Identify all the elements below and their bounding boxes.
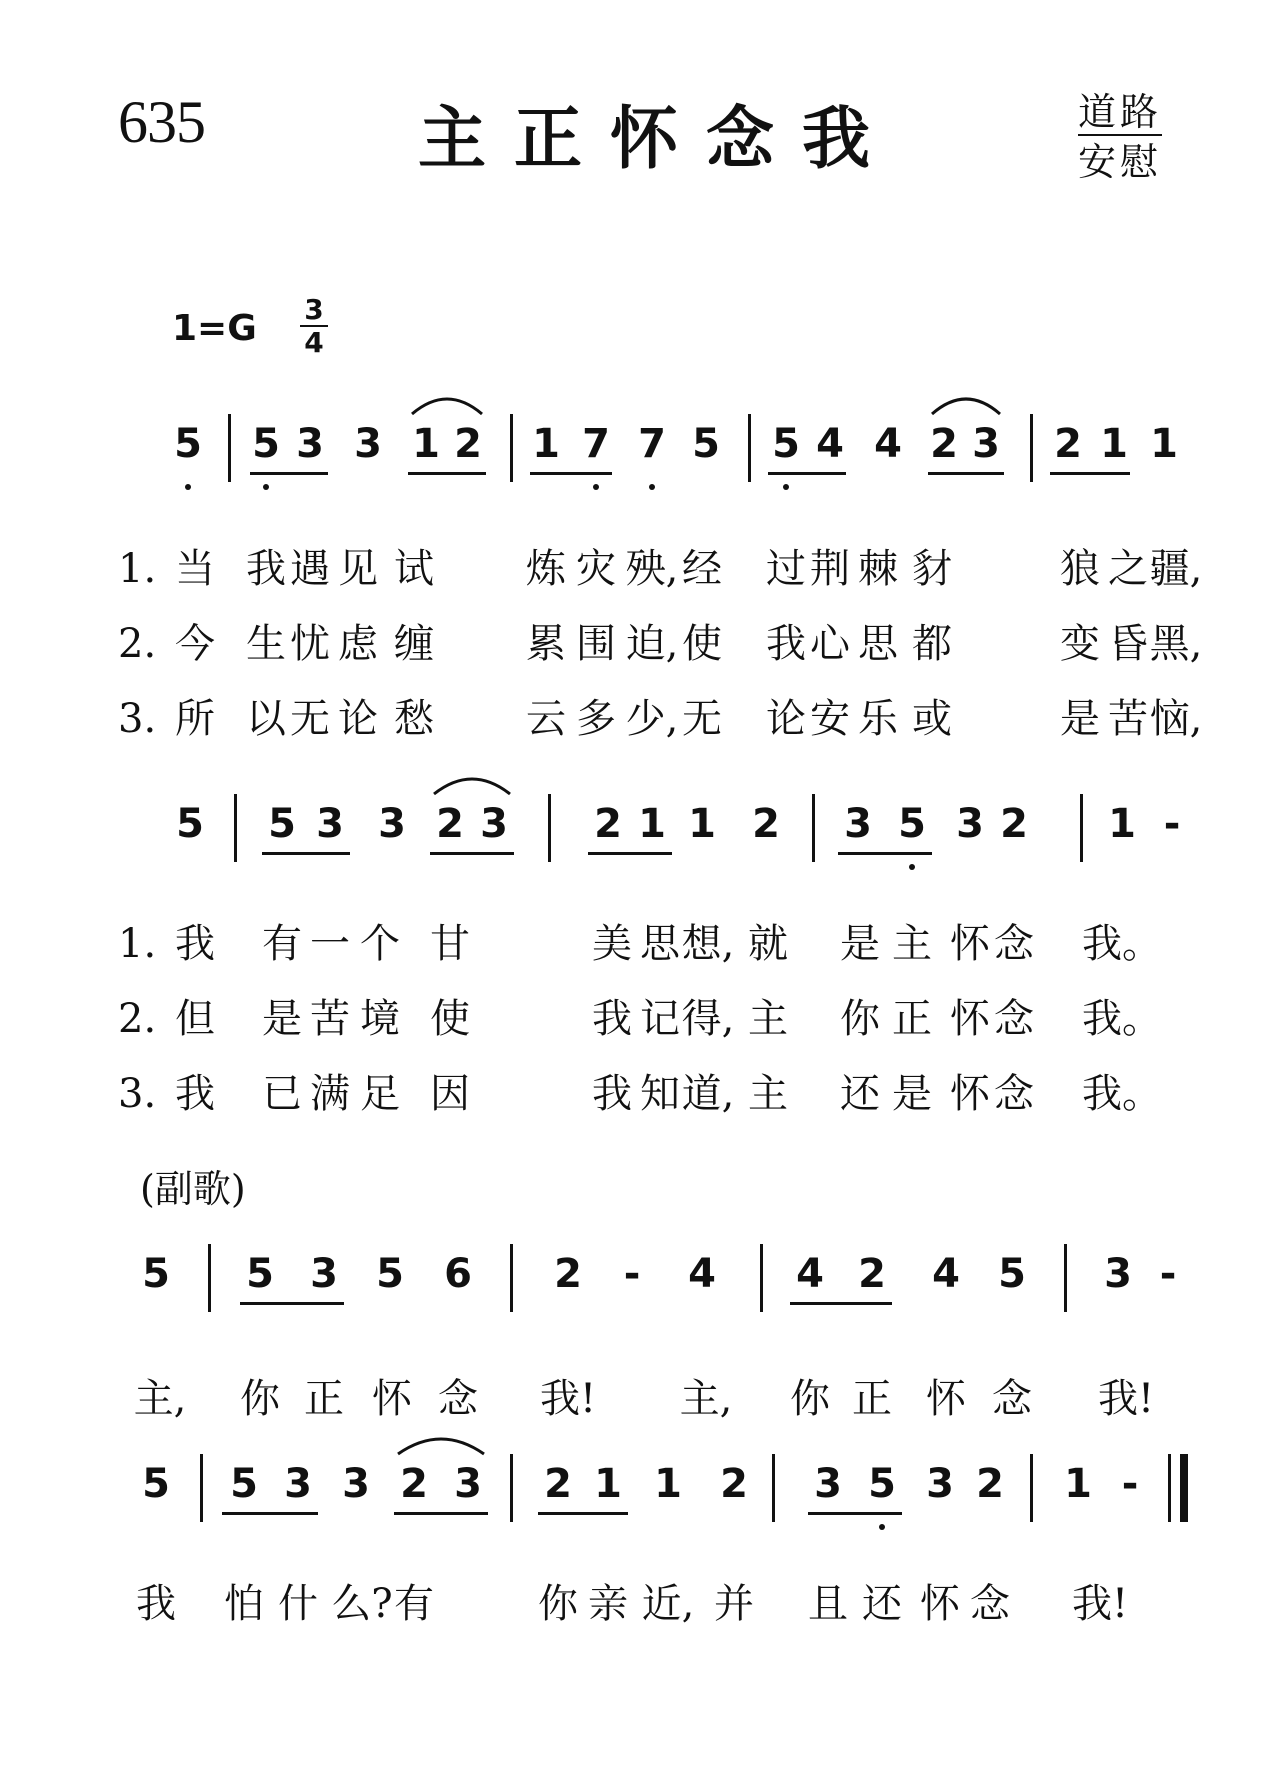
lyric-char: 得, (681, 996, 735, 1042)
lyric-char: 是 (262, 996, 302, 1042)
lyric-char: 你 (790, 1376, 830, 1422)
note: 5 (898, 801, 926, 847)
lyric-char: 美 (592, 921, 632, 967)
note: 5 (268, 801, 296, 847)
note: 1 (412, 421, 440, 467)
lyric-char: 么? (331, 1581, 393, 1627)
lyric-char: 知 (640, 1071, 680, 1117)
lyric-char: 一 (310, 921, 350, 967)
beam-underline (808, 1512, 902, 1515)
lyric-char: 安 (810, 696, 850, 742)
lyric-char: 或 (912, 696, 952, 742)
lyric-char: 我 (175, 1071, 215, 1117)
lyric-char: 境 (360, 996, 400, 1042)
lyric-char: 迫, (625, 621, 679, 667)
lyric-char: 我 (592, 996, 632, 1042)
hymn-title: 主正怀念我 (418, 100, 899, 179)
lyric-char: 论 (338, 696, 378, 742)
note: 3 (378, 801, 406, 847)
lyric-char: 我。 (1082, 1071, 1162, 1117)
note: 3 (296, 421, 324, 467)
lyric-char: 以 (246, 696, 286, 742)
lyric-char: 心 (810, 621, 850, 667)
note: 2 (1000, 801, 1028, 847)
lyric-char: 今 (175, 621, 215, 667)
lyric-char: 满 (310, 1071, 350, 1117)
beam-underline (1050, 472, 1130, 475)
lyric-char: 且 (808, 1581, 848, 1627)
slur-arc (928, 390, 1004, 418)
lyric-char: 念 (970, 1581, 1010, 1627)
lyric-char: 缠 (394, 621, 434, 667)
note: 3 (342, 1461, 370, 1507)
verse-number: 1. (118, 546, 157, 592)
lyric-char: 疆, (1149, 546, 1203, 592)
category-main: 道路 (1078, 90, 1163, 134)
lyric-char: 我。 (1082, 921, 1162, 967)
note: 5 (868, 1461, 896, 1507)
note: 1 (532, 421, 560, 467)
note: 2 (594, 801, 622, 847)
lyric-char: 我 (766, 621, 806, 667)
lyric-char: 念 (994, 996, 1034, 1042)
lyric-char: 乐 (858, 696, 898, 742)
note: 5 (376, 1251, 404, 1297)
note: 2 (752, 801, 780, 847)
lyric-char: 思 (640, 921, 680, 967)
lyric-char: 主 (748, 1071, 788, 1117)
verse-number: 3. (118, 1071, 157, 1117)
beam-underline (530, 472, 612, 475)
lyric-char: 什 (278, 1581, 318, 1627)
lyric-char: 主 (748, 996, 788, 1042)
lyric-char: 有 (394, 1581, 434, 1627)
octave-dot-below (263, 484, 269, 490)
hymn-number: 635 (118, 89, 205, 155)
octave-dot-below (879, 1524, 885, 1530)
lyric-char: 亲 (588, 1581, 628, 1627)
lyric-char: 怕 (224, 1581, 264, 1627)
lyric-char: 你 (538, 1581, 578, 1627)
beam-underline (768, 472, 846, 475)
lyric-char: 念 (994, 1071, 1034, 1117)
lyric-char: 我 (175, 921, 215, 967)
sustain-dash: - (1121, 1461, 1139, 1507)
barline (200, 1454, 203, 1522)
staff-system (0, 420, 1280, 490)
lyric-char: 是 (892, 1071, 932, 1117)
note: 5 (252, 421, 280, 467)
beam-underline (250, 472, 328, 475)
lyric-char: 我 (592, 1071, 632, 1117)
note: 3 (844, 801, 872, 847)
lyric-char: 因 (430, 1071, 470, 1117)
note: 5 (176, 801, 204, 847)
lyric-char: 试 (394, 546, 434, 592)
lyric-char: 经 (682, 546, 722, 592)
lyric-char: 累 (526, 621, 566, 667)
barline (1080, 794, 1083, 862)
note: 1 (1108, 801, 1136, 847)
lyric-char: 有 (262, 921, 302, 967)
lyric-char: 怀 (372, 1376, 412, 1422)
category-sub: 安慰 (1078, 140, 1163, 184)
note: 2 (454, 421, 482, 467)
beam-underline (538, 1512, 628, 1515)
lyric-char: 正 (892, 996, 932, 1042)
barline (772, 1454, 775, 1522)
barline (1030, 414, 1033, 482)
lyric-char: 云 (526, 696, 566, 742)
lyric-char: 还 (840, 1071, 880, 1117)
octave-dot-below (783, 484, 789, 490)
octave-dot-below (185, 484, 191, 490)
beam-underline (430, 852, 514, 855)
lyric-char: 恼, (1149, 696, 1203, 742)
barline (1030, 1454, 1033, 1522)
sustain-dash: - (1159, 1251, 1177, 1297)
lyric-char: 主 (892, 921, 932, 967)
note: 1 (688, 801, 716, 847)
lyric-char: 甘 (430, 921, 470, 967)
note: 5 (142, 1461, 170, 1507)
barline (760, 1244, 763, 1312)
note: 4 (688, 1251, 716, 1297)
lyric-char: 多 (576, 696, 616, 742)
staff-system (0, 800, 1280, 870)
lyric-char: 忧 (290, 621, 330, 667)
lyric-char: 正 (852, 1376, 892, 1422)
note: 2 (930, 421, 958, 467)
barline (548, 794, 551, 862)
note: 3 (926, 1461, 954, 1507)
note: 1 (654, 1461, 682, 1507)
lyric-char: 苦 (310, 996, 350, 1042)
lyric-char: 主, (679, 1376, 733, 1422)
sustain-dash: - (623, 1251, 641, 1297)
lyric-char: 无 (682, 696, 722, 742)
lyric-char: 荆 (810, 546, 850, 592)
note: 2 (544, 1461, 572, 1507)
time-signature-denominator: 4 (304, 326, 324, 359)
lyric-char: 记 (640, 996, 680, 1042)
lyric-char: 念 (994, 921, 1034, 967)
lyric-char: 虑 (338, 621, 378, 667)
note: 3 (814, 1461, 842, 1507)
lyric-char: 主, (133, 1376, 187, 1422)
note: 5 (142, 1251, 170, 1297)
lyric-char: 怀 (950, 921, 990, 967)
lyric-char: 豺 (912, 546, 952, 592)
lyric-char: 灾 (576, 546, 616, 592)
note: 4 (816, 421, 844, 467)
note: 2 (1054, 421, 1082, 467)
lyric-char: 黑, (1149, 621, 1203, 667)
note: 3 (1104, 1251, 1132, 1297)
lyric-char: 但 (175, 996, 215, 1042)
lyric-char: 棘 (858, 546, 898, 592)
lyric-char: 念 (992, 1376, 1032, 1422)
lyric-char: 个 (360, 921, 400, 967)
verse-number: 3. (118, 696, 157, 742)
lyric-char: 论 (766, 696, 806, 742)
note: 5 (174, 421, 202, 467)
note: 7 (638, 421, 666, 467)
note: 5 (246, 1251, 274, 1297)
beam-underline (928, 472, 1004, 475)
note: 2 (400, 1461, 428, 1507)
lyric-char: 我。 (1082, 996, 1162, 1042)
verse-number: 1. (118, 921, 157, 967)
lyric-char: 我! (1097, 1376, 1155, 1422)
lyric-char: 你 (840, 996, 880, 1042)
note: 3 (316, 801, 344, 847)
lyric-char: 近, (641, 1581, 695, 1627)
lyric-char: 殃, (625, 546, 679, 592)
lyric-char: 我 (246, 546, 286, 592)
lyric-char: 道, (681, 1071, 735, 1117)
octave-dot-below (909, 864, 915, 870)
staff-system (0, 1460, 1280, 1530)
beam-underline (838, 852, 932, 855)
note: 4 (796, 1251, 824, 1297)
note: 2 (554, 1251, 582, 1297)
lyric-char: 并 (714, 1581, 754, 1627)
lyric-char: 已 (262, 1071, 302, 1117)
barline (510, 414, 513, 482)
time-signature-numerator: 3 (300, 296, 328, 327)
lyric-char: 使 (430, 996, 470, 1042)
note: 1 (1064, 1461, 1092, 1507)
lyric-char: 当 (175, 546, 215, 592)
verse-number: 2. (118, 996, 157, 1042)
lyric-char: 生 (246, 621, 286, 667)
barline (748, 414, 751, 482)
lyric-char: 念 (438, 1376, 478, 1422)
barline (510, 1454, 513, 1522)
lyric-char: 遇 (290, 546, 330, 592)
note: 4 (932, 1251, 960, 1297)
final-barline-thick (1180, 1454, 1188, 1522)
lyric-char: 狼 (1060, 546, 1100, 592)
lyric-char: 之 (1108, 546, 1148, 592)
lyric-char: 想, (681, 921, 735, 967)
lyric-char: 正 (304, 1376, 344, 1422)
lyric-char: 我! (539, 1376, 597, 1422)
note: 3 (284, 1461, 312, 1507)
note: 4 (874, 421, 902, 467)
octave-dot-below (593, 484, 599, 490)
lyric-char: 我! (1071, 1581, 1129, 1627)
time-signature (300, 293, 328, 359)
staff-system (0, 1250, 1280, 1320)
barline (228, 414, 231, 482)
lyric-char: 思 (858, 621, 898, 667)
note: 7 (582, 421, 610, 467)
lyric-char: 怀 (950, 1071, 990, 1117)
lyric-char: 是 (1060, 696, 1100, 742)
note: 2 (858, 1251, 886, 1297)
lyric-char: 围 (576, 621, 616, 667)
lyric-char: 无 (290, 696, 330, 742)
lyric-char: 怀 (950, 996, 990, 1042)
barline (1064, 1244, 1067, 1312)
lyric-char: 过 (766, 546, 806, 592)
note: 3 (310, 1251, 338, 1297)
verse-number: 2. (118, 621, 157, 667)
note: 3 (956, 801, 984, 847)
lyric-char: 炼 (526, 546, 566, 592)
note: 2 (720, 1461, 748, 1507)
lyric-char: 昏 (1108, 621, 1148, 667)
beam-underline (588, 852, 672, 855)
lyric-char: 都 (912, 621, 952, 667)
barline (812, 794, 815, 862)
note: 1 (638, 801, 666, 847)
barline (208, 1244, 211, 1312)
note: 6 (444, 1251, 472, 1297)
lyric-char: 你 (240, 1376, 280, 1422)
chorus-label: (副歌) (140, 1167, 246, 1211)
barline (234, 794, 237, 862)
note: 3 (480, 801, 508, 847)
lyric-char: 苦 (1108, 696, 1148, 742)
key-signature: 1=G (172, 308, 257, 349)
note: 5 (692, 421, 720, 467)
beam-underline (240, 1302, 344, 1305)
lyric-char: 少, (625, 696, 679, 742)
note: 2 (436, 801, 464, 847)
final-barline-thin (1168, 1454, 1171, 1522)
note: 1 (1150, 421, 1178, 467)
note: 5 (230, 1461, 258, 1507)
note: 3 (354, 421, 382, 467)
note: 1 (1100, 421, 1128, 467)
lyric-char: 足 (360, 1071, 400, 1117)
beam-underline (408, 472, 486, 475)
note: 5 (772, 421, 800, 467)
lyric-char: 怀 (926, 1376, 966, 1422)
lyric-char: 使 (682, 621, 722, 667)
lyric-char: 见 (338, 546, 378, 592)
lyric-char: 是 (840, 921, 880, 967)
barline (510, 1244, 513, 1312)
slur-arc (430, 770, 514, 798)
beam-underline (394, 1512, 488, 1515)
slur-arc (394, 1430, 488, 1458)
beam-underline (222, 1512, 318, 1515)
note: 1 (594, 1461, 622, 1507)
note: 5 (998, 1251, 1026, 1297)
note: 3 (454, 1461, 482, 1507)
sustain-dash: - (1163, 801, 1181, 847)
beam-underline (790, 1302, 892, 1305)
beam-underline (262, 852, 350, 855)
note: 2 (976, 1461, 1004, 1507)
lyric-char: 变 (1060, 621, 1100, 667)
lyric-char: 怀 (920, 1581, 960, 1627)
slur-arc (408, 390, 486, 418)
octave-dot-below (649, 484, 655, 490)
note: 3 (972, 421, 1000, 467)
lyric-char: 我 (136, 1581, 176, 1627)
lyric-char: 愁 (394, 696, 434, 742)
lyric-char: 就 (748, 921, 788, 967)
lyric-char: 还 (862, 1581, 902, 1627)
lyric-char: 所 (175, 696, 215, 742)
